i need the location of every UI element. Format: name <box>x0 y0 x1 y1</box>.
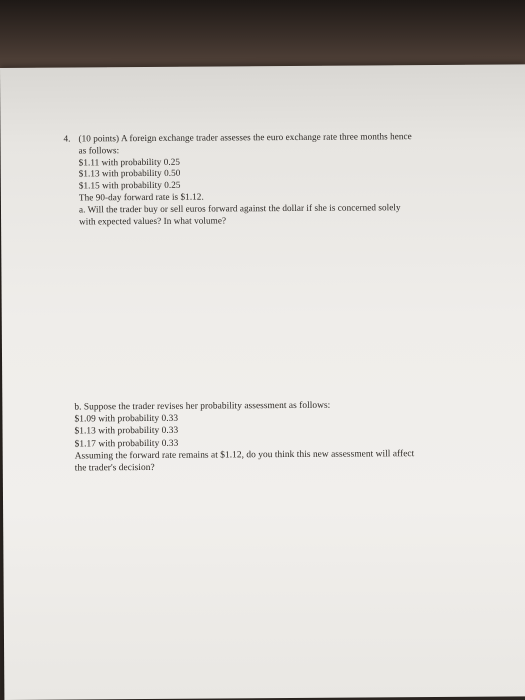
question-number: 4. <box>63 133 71 144</box>
paper-sheet <box>0 64 525 700</box>
probability-b-3: $1.17 with probability 0.33 <box>74 438 179 450</box>
intro-line-1: (10 points) A foreign exchange trader assesses the euro exchange rate three months hence <box>78 131 412 144</box>
part-a-line-2: with expected values? In what volume? <box>79 215 227 227</box>
probability-b-2: $1.13 with probability 0.33 <box>74 426 179 437</box>
probability-b-1: $1.09 with probability 0.33 <box>74 413 179 425</box>
part-a-line-1: a. Will the trader buy or sell euros forward against the dollar if she is concerned solely <box>78 201 401 215</box>
probability-a-1: $1.11 with probability 0.25 <box>78 156 181 168</box>
forward-rate: The 90-day forward rate is $1.12. <box>78 191 204 203</box>
intro-line-2: as follows: <box>78 144 120 156</box>
part-b-line-1: Assuming the forward rate remains at $1.12, do you think this new assessment will affect <box>74 448 415 462</box>
question-part-a <box>78 131 412 228</box>
probability-a-3: $1.15 with probability 0.25 <box>78 179 181 191</box>
part-b-intro: b. Suppose the trader revises her probability assessment as follows: <box>74 400 331 413</box>
part-b-line-2: the trader's decision? <box>74 462 155 474</box>
question-part-b <box>74 399 414 475</box>
probability-a-2: $1.13 with probability 0.50 <box>78 168 181 179</box>
